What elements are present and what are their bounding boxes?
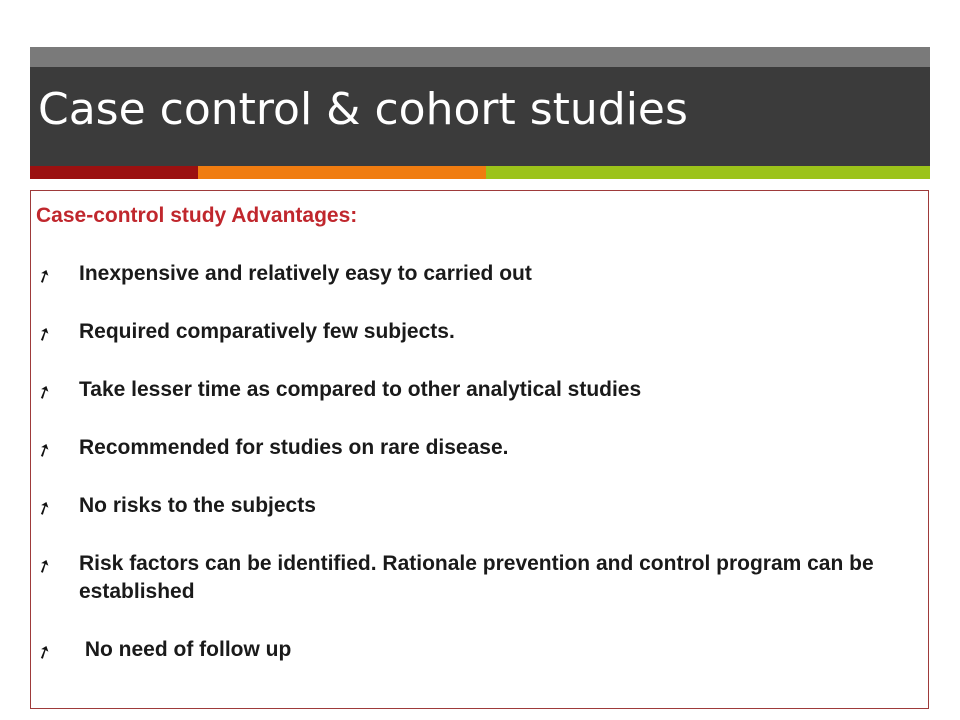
bullet-list <box>32 260 916 694</box>
arrow-up-icon: ➚ <box>32 495 56 521</box>
arrow-up-icon: ➚ <box>32 639 56 665</box>
bullet-text: Recommended for studies on rare disease. <box>79 436 509 459</box>
accent-segment-orange <box>198 166 486 179</box>
arrow-up-icon: ➚ <box>32 321 56 347</box>
bullet-text: Required comparatively few subjects. <box>79 320 455 343</box>
bullet-text: Risk factors can be identified. Rationale prevention and control program can be established <box>79 552 874 603</box>
bullet-item <box>32 318 916 347</box>
bullet-item <box>32 550 916 606</box>
accent-segment-red <box>30 166 198 179</box>
accent-segment-green <box>486 166 930 179</box>
bullet-item <box>32 260 916 289</box>
arrow-up-icon: ➚ <box>32 437 56 463</box>
bullet-text: Take lesser time as compared to other analytical studies <box>79 378 642 401</box>
arrow-up-icon: ➚ <box>32 553 56 579</box>
bullet-item <box>32 376 916 405</box>
section-subtitle: Case-control study Advantages: <box>36 204 358 227</box>
bullet-text: No risks to the subjects <box>79 494 316 517</box>
title-bar-top-stripe <box>30 47 930 67</box>
arrow-up-icon: ➚ <box>32 263 56 289</box>
arrow-up-icon: ➚ <box>32 379 56 405</box>
bullet-item <box>32 636 916 665</box>
bullet-item <box>32 492 916 521</box>
bullet-text: No need of follow up <box>79 638 292 661</box>
slide-title: Case control & cohort studies <box>38 84 688 135</box>
bullet-item <box>32 434 916 463</box>
accent-strip <box>30 166 930 179</box>
bullet-text: Inexpensive and relatively easy to carried out <box>79 262 532 285</box>
